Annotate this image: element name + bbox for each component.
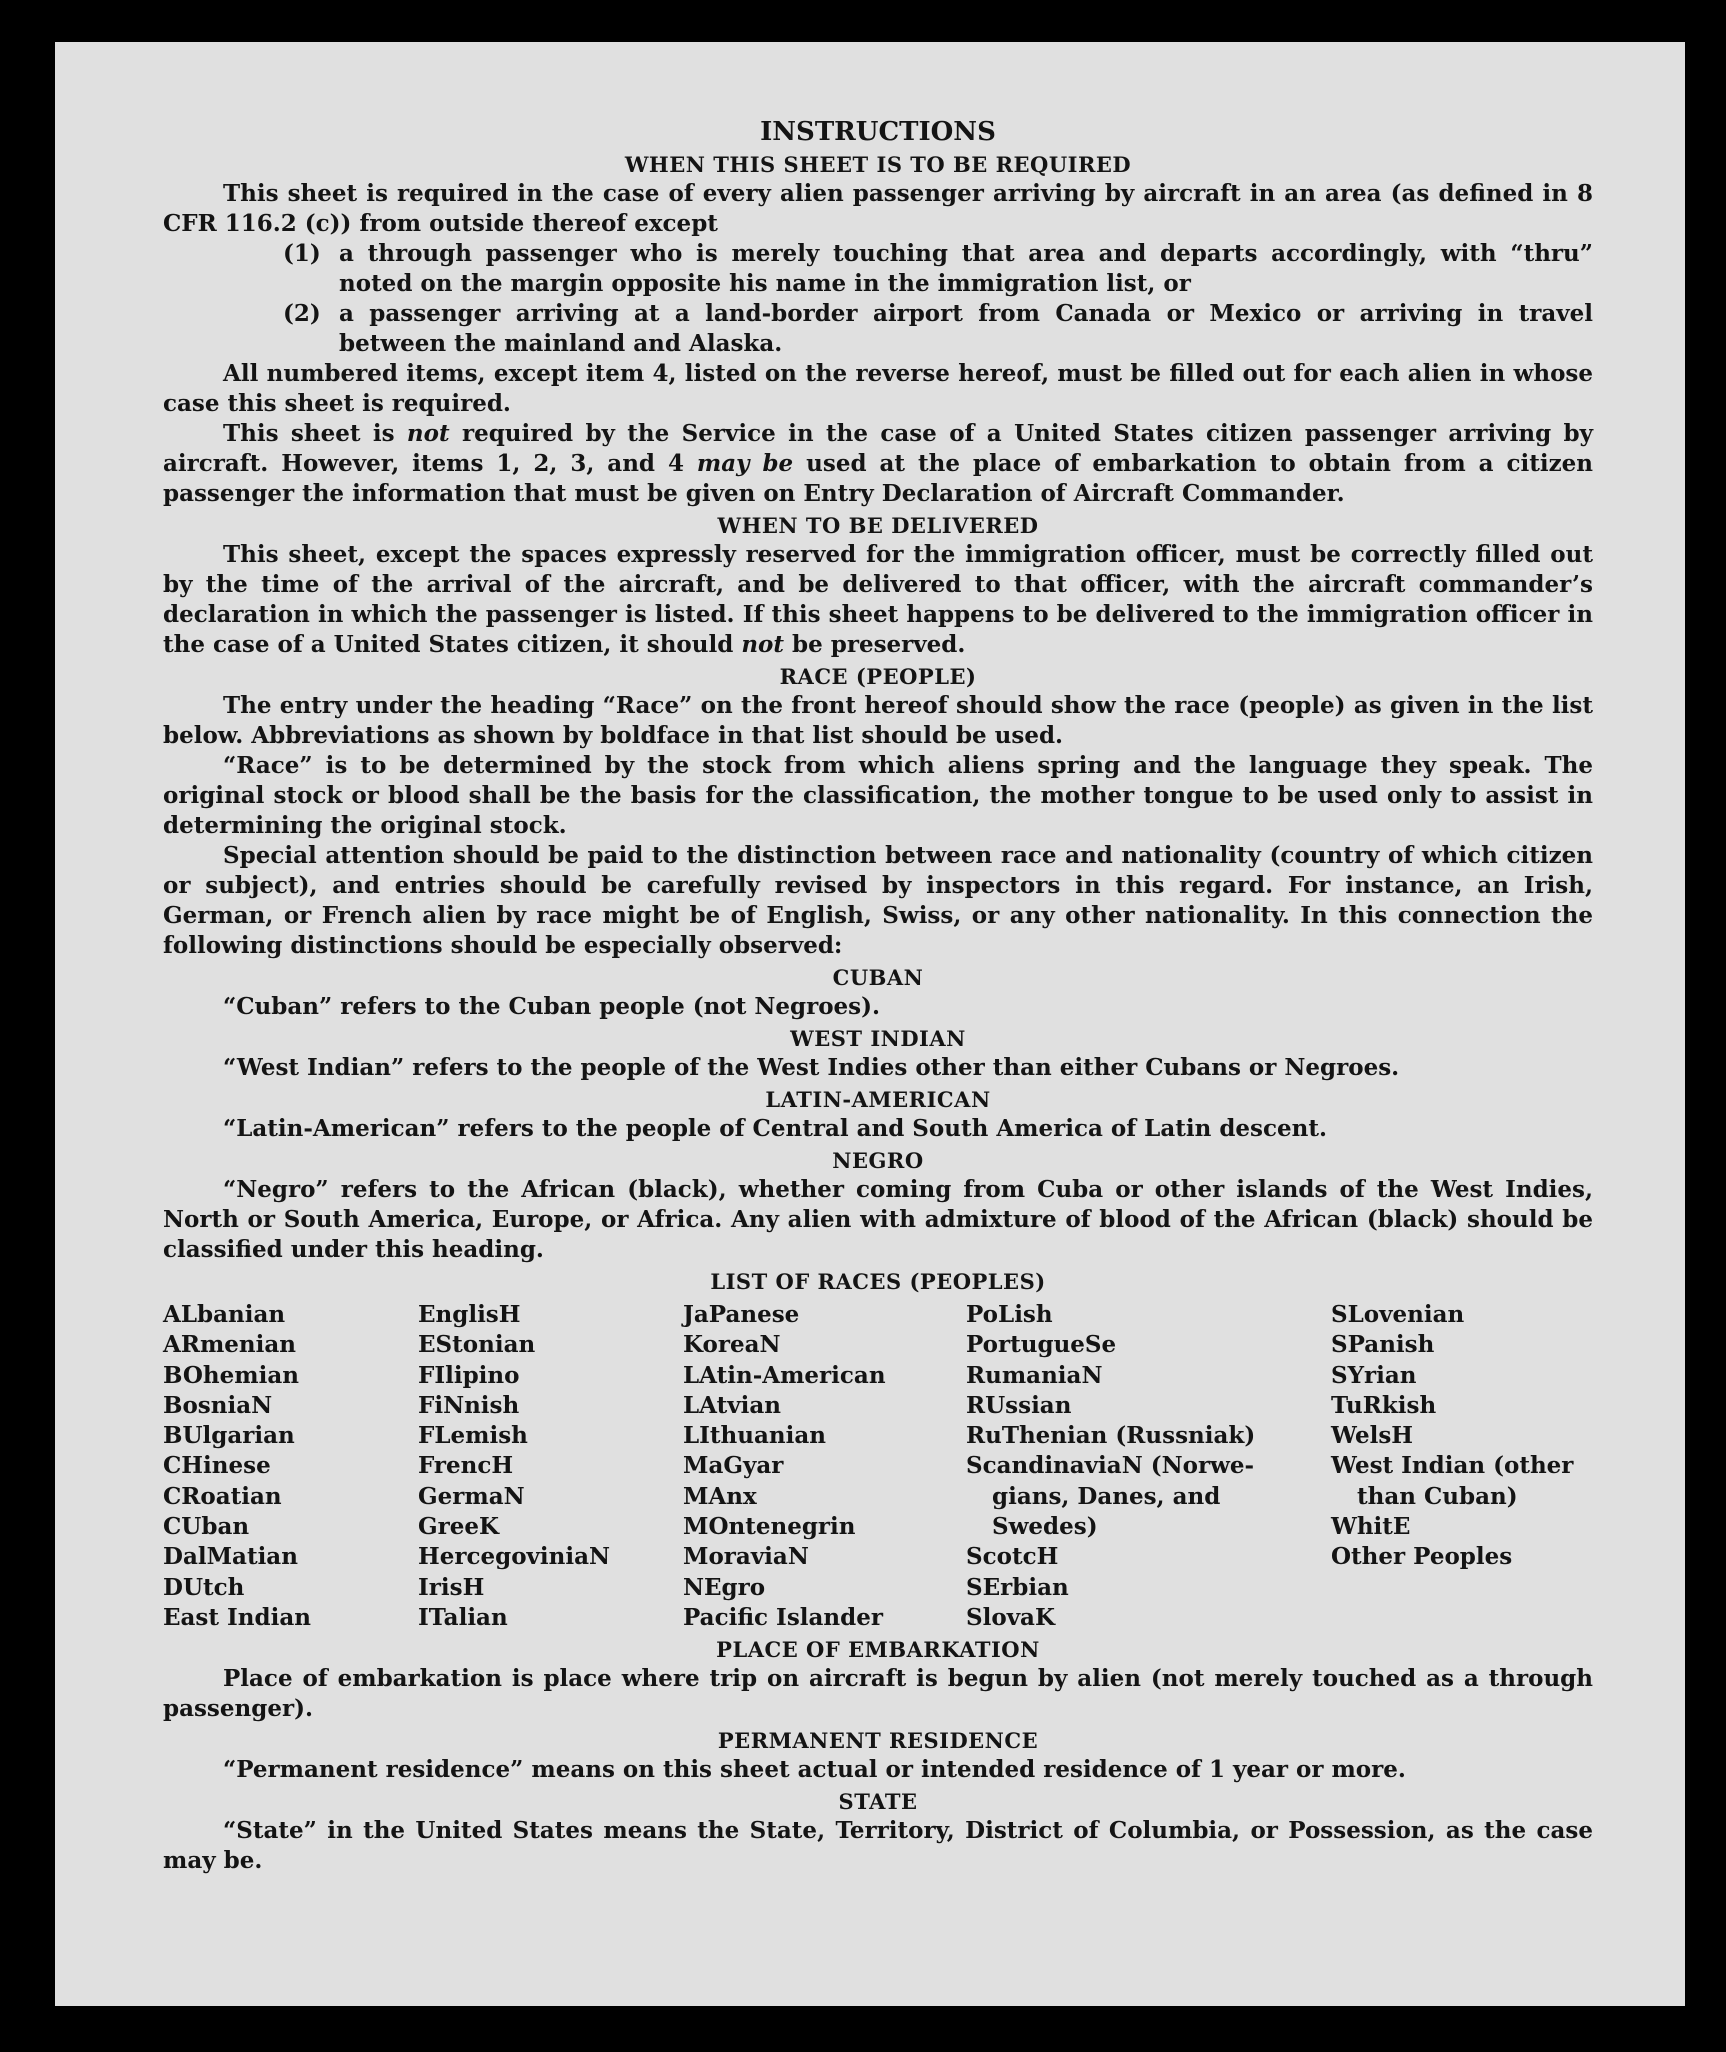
race-item: SLovenian — [1331, 1301, 1465, 1328]
heading-embarkation: PLACE OF EMBARKATION — [716, 1637, 1040, 1663]
exception-text-1: a through passenger who is merely touching that area and departs accordingly, with “thru” noted on the margin opposite his name in the immigration list, or — [339, 240, 1593, 297]
race-item: LIthuanian — [683, 1422, 826, 1450]
race-item: PoLish — [966, 1301, 1053, 1328]
paragraph-race-nationality: Special attention should be paid to the distinction between race and nationality (country of which citizen or subject), and entries should be carefully revised by inspectors in this regard. For instance, an Irish, German, or French alien by race might be of English, Swiss, or any other nationality. In this connection the following distinctions should be especially observed: — [163, 842, 1593, 959]
race-item: LAtvian — [683, 1391, 781, 1419]
exception-item-1 — [283, 239, 1593, 299]
paragraph-race-entry: The entry under the heading “Race” on the front hereof should show the race (people) as given in the list below. Abbreviations as shown by boldface in that list should be used. — [163, 692, 1593, 749]
paragraph-latin-american: “Latin-American” refers to the people of Central and South America of Latin descent. — [223, 1115, 1327, 1142]
race-item: RumaniaN — [966, 1361, 1103, 1389]
race-item: BosniaN — [163, 1391, 273, 1419]
race-column-5 — [1331, 1300, 1591, 1633]
race-item-continued: than Cuban) — [1357, 1482, 1518, 1510]
race-item-continued: gians, Danes, and — [992, 1482, 1221, 1510]
paragraph-permanent-residence: “Permanent residence” means on this sheet actual or intended residence of 1 year or more. — [223, 1756, 1406, 1784]
race-item: GermaN — [418, 1482, 525, 1510]
paragraph-west-indian: “West Indian” refers to the people of the West Indies other than either Cubans or Negroes. — [223, 1054, 1400, 1081]
race-item: FIlipino — [418, 1361, 520, 1389]
race-item: TuRkish — [1331, 1391, 1437, 1419]
race-item: West Indian (other — [1331, 1452, 1574, 1480]
paragraph-citizen-passenger: This sheet is not required by the Service in the case of a United States citizen passenger arriving by aircraft. However, items 1, 2, 3, and 4 may be used at the place of embarkation to obtain from a citizen passenger the information that must be given on Entry Declaration of Aircraft Commander. — [163, 420, 1594, 507]
race-item: BOhemian — [163, 1361, 299, 1389]
race-item: Pacific Islander — [683, 1603, 883, 1631]
heading-west-indian: WEST INDIAN — [790, 1026, 966, 1051]
race-item: DUtch — [163, 1573, 245, 1601]
race-item: ARmenian — [163, 1331, 297, 1359]
race-item: IrisH — [418, 1573, 485, 1601]
heading-permanent-residence: PERMANENT RESIDENCE — [717, 1728, 1039, 1754]
paragraph-delivery: This sheet, except the spaces expressly reserved for the immigration officer, must be correctly filled out by the time of the arrival of the aircraft, and be delivered to that officer, with the aircraft commander’s declaration in which the passenger is listed. If this sheet happens to be delivered to the immigration officer in the case of a United States citizen, it should not be preserved. — [163, 541, 1593, 658]
race-item: JaPanese — [683, 1301, 800, 1328]
paragraph-required-case: This sheet is required in the case of every alien passenger arriving by aircraft in an area (as defined in 8 CFR 116.2 (c)) from outside thereof except — [163, 180, 1593, 237]
heading-cuban: CUBAN — [832, 965, 924, 990]
race-list — [163, 1300, 1593, 1633]
race-item: CUban — [163, 1513, 250, 1541]
heading-when-delivered: WHEN TO BE DELIVERED — [717, 513, 1039, 538]
race-item: SPanish — [1331, 1331, 1435, 1359]
paragraph-race-definition: “Race” is to be determined by the stock from which aliens spring and the language they speak. The original stock or blood shall be the basis for the classification, the mother tongue to be used only to assist in determining the original stock. — [163, 752, 1593, 839]
heading-race: RACE (PEOPLE) — [779, 664, 977, 689]
race-item: LAtin-American — [683, 1361, 886, 1389]
heading-list-of-races: LIST OF RACES (PEOPLES) — [710, 1269, 1046, 1294]
race-item: RuThenian (Russniak) — [966, 1422, 1256, 1450]
race-item: DalMatian — [163, 1543, 298, 1571]
race-item: PortugueSe — [966, 1331, 1117, 1359]
race-item: WelsH — [1331, 1422, 1414, 1450]
race-item: WhitE — [1331, 1513, 1411, 1541]
race-item: CRoatian — [163, 1482, 282, 1510]
race-item: CHinese — [163, 1452, 271, 1480]
race-item: EnglisH — [418, 1301, 521, 1328]
race-item: ScandinaviaN (Norwe- — [966, 1452, 1255, 1480]
race-item: HercegoviniaN — [418, 1543, 611, 1571]
race-item: GreeK — [418, 1513, 500, 1541]
exception-number-1: (1) — [283, 240, 321, 267]
race-item: MaGyar — [683, 1452, 784, 1480]
race-item: SErbian — [966, 1573, 1069, 1601]
exception-text-2: a passenger arriving at a land-border airport from Canada or Mexico or arriving in travel between the mainland and Alaska. — [339, 300, 1593, 357]
race-item: MOntenegrin — [683, 1513, 856, 1541]
instructions-content — [163, 116, 1593, 1876]
paragraph-state: “State” in the United States means the State, Territory, District of Columbia, or Possession, as the case may be. — [163, 1817, 1593, 1875]
race-item: Other Peoples — [1331, 1543, 1513, 1571]
paragraph-embarkation: Place of embarkation is place where trip on aircraft is begun by alien (not merely touched as a through passenger). — [163, 1665, 1593, 1723]
race-item: FiNnish — [418, 1391, 520, 1419]
heading-when-required: WHEN THIS SHEET IS TO BE REQUIRED — [624, 152, 1132, 177]
race-item: East Indian — [163, 1603, 311, 1631]
paragraph-cuban: “Cuban” refers to the Cuban people (not Negroes). — [223, 993, 881, 1020]
race-item: BUlgarian — [163, 1422, 295, 1450]
paragraph-negro: “Negro” refers to the African (black), whether coming from Cuba or other islands of the West Indies, North or South America, Europe, or Africa. Any alien with admixture of blood of the African (black) should be classified under this heading. — [163, 1176, 1593, 1263]
race-item: FLemish — [418, 1422, 528, 1450]
race-item: SlovaK — [966, 1603, 1055, 1631]
page-title: INSTRUCTIONS — [760, 117, 996, 147]
race-item: NEgro — [683, 1573, 766, 1601]
exception-number-2: (2) — [283, 300, 321, 327]
heading-state: STATE — [838, 1789, 918, 1815]
race-item: RUssian — [966, 1391, 1072, 1419]
race-column-3 — [683, 1300, 966, 1633]
paragraph-numbered-items: All numbered items, except item 4, listed on the reverse hereof, must be filled out for each alien in whose case this sheet is required. — [163, 360, 1593, 417]
race-item: EStonian — [418, 1331, 536, 1359]
heading-latin-american: LATIN-AMERICAN — [765, 1087, 991, 1112]
exception-item-2 — [283, 299, 1593, 359]
race-column-4 — [966, 1300, 1331, 1633]
race-item: ITalian — [418, 1603, 508, 1631]
race-item: MAnx — [683, 1482, 757, 1510]
race-item: ALbanian — [163, 1301, 286, 1328]
race-item: FrencH — [418, 1452, 514, 1480]
race-column-1 — [163, 1300, 418, 1633]
race-item-continued: Swedes) — [992, 1513, 1098, 1541]
race-item: MoraviaN — [683, 1543, 809, 1571]
race-column-2 — [418, 1300, 683, 1633]
race-item: SYrian — [1331, 1361, 1417, 1389]
document-page — [55, 42, 1685, 2006]
race-item: KoreaN — [683, 1331, 781, 1359]
race-item: ScotcH — [966, 1543, 1059, 1571]
heading-negro: NEGRO — [832, 1148, 924, 1173]
